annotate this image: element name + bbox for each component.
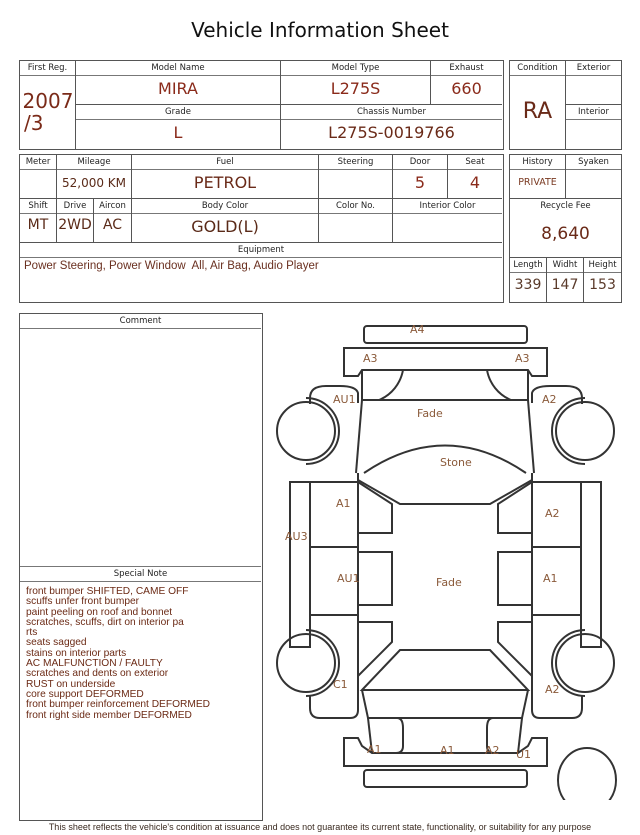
condition-table <box>509 60 622 150</box>
equipment-cell <box>20 243 502 302</box>
meter-cell <box>20 155 57 199</box>
exterior-label: Exterior <box>566 61 621 76</box>
special-note-line: front bumper SHIFTED, CAME OFF <box>26 586 189 597</box>
first-reg-cell <box>20 61 76 149</box>
car-damage-diagram <box>270 318 635 800</box>
mileage-label: Mileage <box>57 155 131 170</box>
aircon-cell <box>94 199 132 243</box>
seat-value: 4 <box>469 173 481 192</box>
comment-value <box>24 332 258 562</box>
aircon-label: Aircon <box>94 199 131 214</box>
equipment-value: Power Steering, Power Window All, Air Bag, Audio Player <box>24 260 319 272</box>
mark-rear-glass: Stone <box>440 456 472 469</box>
mark-left-front-fender: C1 <box>333 678 348 691</box>
right-sill-panel <box>581 482 601 647</box>
chassis-number-value: L275S-0019766 <box>328 123 455 142</box>
first-reg-label: First Reg. <box>20 61 75 76</box>
model-name-value: MIRA <box>158 79 198 98</box>
mark-left-sill: AU3 <box>285 530 308 543</box>
mark-roof: Fade <box>436 576 462 589</box>
model-type-value: L275S <box>330 79 381 98</box>
shift-label: Shift <box>20 199 56 214</box>
exhaust-value: 660 <box>451 79 482 98</box>
hood-panel <box>362 690 528 718</box>
disclaimer-footer: This sheet reflects the vehicle's condition at issuance and does not guarantee its current state, functionality, or suitability for any purpose <box>48 822 592 832</box>
page-title: Vehicle Information Sheet <box>191 18 449 42</box>
special-note-line: front right side member DEFORMED <box>26 709 192 721</box>
mark-front-bumper-right: A2 <box>485 744 500 757</box>
syaken-label: Syaken <box>566 155 621 170</box>
body-color-label: Body Color <box>132 199 318 214</box>
comment-box <box>19 313 263 821</box>
fuel-label: Fuel <box>132 155 318 170</box>
color-no-cell <box>319 199 393 243</box>
mark-rear-bumper-top: A4 <box>410 323 425 336</box>
drive-cell <box>57 199 94 243</box>
mileage-cell <box>57 155 132 199</box>
width-value: 147 <box>551 277 579 293</box>
special-note-line: core support DEFORMED <box>26 688 144 700</box>
spare-tire <box>558 748 616 800</box>
vehicle-basic-table <box>19 60 504 150</box>
body-left-line <box>356 400 362 473</box>
syaken-cell <box>566 155 621 199</box>
length-cell <box>510 258 547 302</box>
grade-label: Grade <box>76 105 280 120</box>
height-label: Height <box>584 258 621 273</box>
front-right-window <box>498 622 532 676</box>
model-type-cell <box>281 61 431 105</box>
exterior-cell <box>566 61 621 105</box>
mark-rear-bumper-right: A3 <box>515 352 530 365</box>
drive-label: Drive <box>57 199 93 214</box>
interior-cell <box>566 105 621 149</box>
front-left-wheel <box>277 634 335 692</box>
exhaust-cell <box>431 61 502 105</box>
front-right-wheel <box>556 634 614 692</box>
mark-rear-right-fender: A2 <box>542 393 557 406</box>
history-table <box>509 154 622 303</box>
exhaust-label: Exhaust <box>431 61 502 76</box>
steering-cell <box>319 155 393 199</box>
mark-left-rear-door: A1 <box>336 497 351 510</box>
right-taillight <box>487 370 511 400</box>
special-note-line: stains on interior parts <box>26 647 127 659</box>
special-note-line: rts <box>26 627 38 639</box>
width-cell <box>547 258 584 302</box>
door-cell <box>393 155 448 199</box>
shift-value: MT <box>27 217 49 233</box>
special-note-line: scuffs unfer front bumper <box>26 596 140 608</box>
windshield <box>362 650 528 690</box>
chassis-number-label: Chassis Number <box>281 105 502 120</box>
right-door-frame <box>532 482 581 615</box>
mileage-value: 52,000 KM <box>61 176 127 190</box>
front-bumper-lower-panel <box>364 770 527 787</box>
length-value: 339 <box>514 277 542 293</box>
mark-front-bumper-left: A1 <box>367 743 382 756</box>
rear-right-fender <box>532 386 582 404</box>
recycle-fee-cell <box>510 199 621 258</box>
mark-trunk: Fade <box>417 407 443 420</box>
mark-right-front-door: A1 <box>543 572 558 585</box>
meter-label: Meter <box>20 155 56 170</box>
mark-front-bumper-right-corner: U1 <box>516 748 532 761</box>
body-color-cell <box>132 199 319 243</box>
grade-value: L <box>173 123 183 142</box>
mark-rear-left-fender: AU1 <box>333 393 356 406</box>
special-note-line: front bumper reinforcement DEFORMED <box>26 699 210 711</box>
condition-cell <box>510 61 566 149</box>
mark-right-front-fender: A2 <box>545 683 560 696</box>
drive-value: 2WD <box>58 217 92 233</box>
history-cell <box>510 155 566 199</box>
seat-label: Seat <box>448 155 502 170</box>
condition-label: Condition <box>510 61 565 76</box>
special-note-list <box>26 587 258 721</box>
special-note-label: Special Note <box>20 566 261 582</box>
interior-color-label: Interior Color <box>393 199 502 214</box>
interior-color-cell <box>393 199 502 243</box>
steering-label: Steering <box>319 155 392 170</box>
aircon-value: AC <box>102 217 123 233</box>
recycle-fee-value: 8,640 <box>541 224 590 244</box>
mark-rear-bumper-left: A3 <box>363 352 378 365</box>
left-sill-panel <box>290 482 310 647</box>
front-left-window <box>358 622 392 676</box>
fuel-value: PETROL <box>193 173 257 192</box>
door-label: Door <box>393 155 447 170</box>
right-mid-window <box>498 552 532 605</box>
length-label: Length <box>510 258 546 273</box>
model-type-label: Model Type <box>281 61 430 76</box>
height-value: 153 <box>589 277 616 293</box>
interior-label: Interior <box>566 105 621 120</box>
body-color-value: GOLD(L) <box>191 217 259 236</box>
left-door-frame <box>310 482 358 615</box>
comment-label: Comment <box>20 314 261 329</box>
vehicle-spec-table <box>19 154 504 303</box>
left-mid-window <box>358 552 392 605</box>
grade-cell <box>76 105 281 149</box>
rear-left-pillar <box>358 480 532 504</box>
left-taillight <box>379 370 403 400</box>
mark-front-bumper-center: A1 <box>440 744 455 757</box>
history-label: History <box>510 155 565 170</box>
special-note-line: scratches, scuffs, dirt on interior pa <box>26 616 184 628</box>
chassis-number-cell <box>281 105 502 149</box>
color-no-label: Color No. <box>319 199 392 214</box>
fuel-cell <box>132 155 319 199</box>
special-note-line: scratches and dents on exterior <box>26 668 169 680</box>
model-name-cell <box>76 61 281 105</box>
height-cell <box>584 258 621 302</box>
seat-cell <box>448 155 502 199</box>
body-right-line <box>528 400 534 473</box>
rear-bumper-top-panel <box>364 326 527 343</box>
shift-cell <box>20 199 57 243</box>
special-note-line: RUST on underside <box>26 678 116 690</box>
condition-value: RA <box>522 99 553 124</box>
special-note-line: paint peeling on roof and bonnet <box>26 606 173 618</box>
equipment-label: Equipment <box>20 243 502 258</box>
rear-right-wheel <box>556 402 614 460</box>
mark-right-rear-door: A2 <box>545 507 560 520</box>
first-reg-month: /3 <box>24 111 44 135</box>
special-note-line: AC MALFUNCTION / FAULTY <box>26 658 163 670</box>
mark-left-front-door: AU1 <box>337 572 360 585</box>
history-value: PRIVATE <box>518 177 557 188</box>
model-name-label: Model Name <box>76 61 280 76</box>
rear-left-wheel <box>277 402 335 460</box>
door-value: 5 <box>414 173 426 192</box>
special-note-line: seats sagged <box>26 637 87 649</box>
width-label: Widht <box>547 258 583 273</box>
recycle-fee-label: Recycle Fee <box>540 201 591 211</box>
first-reg-year: 2007 <box>22 89 74 113</box>
